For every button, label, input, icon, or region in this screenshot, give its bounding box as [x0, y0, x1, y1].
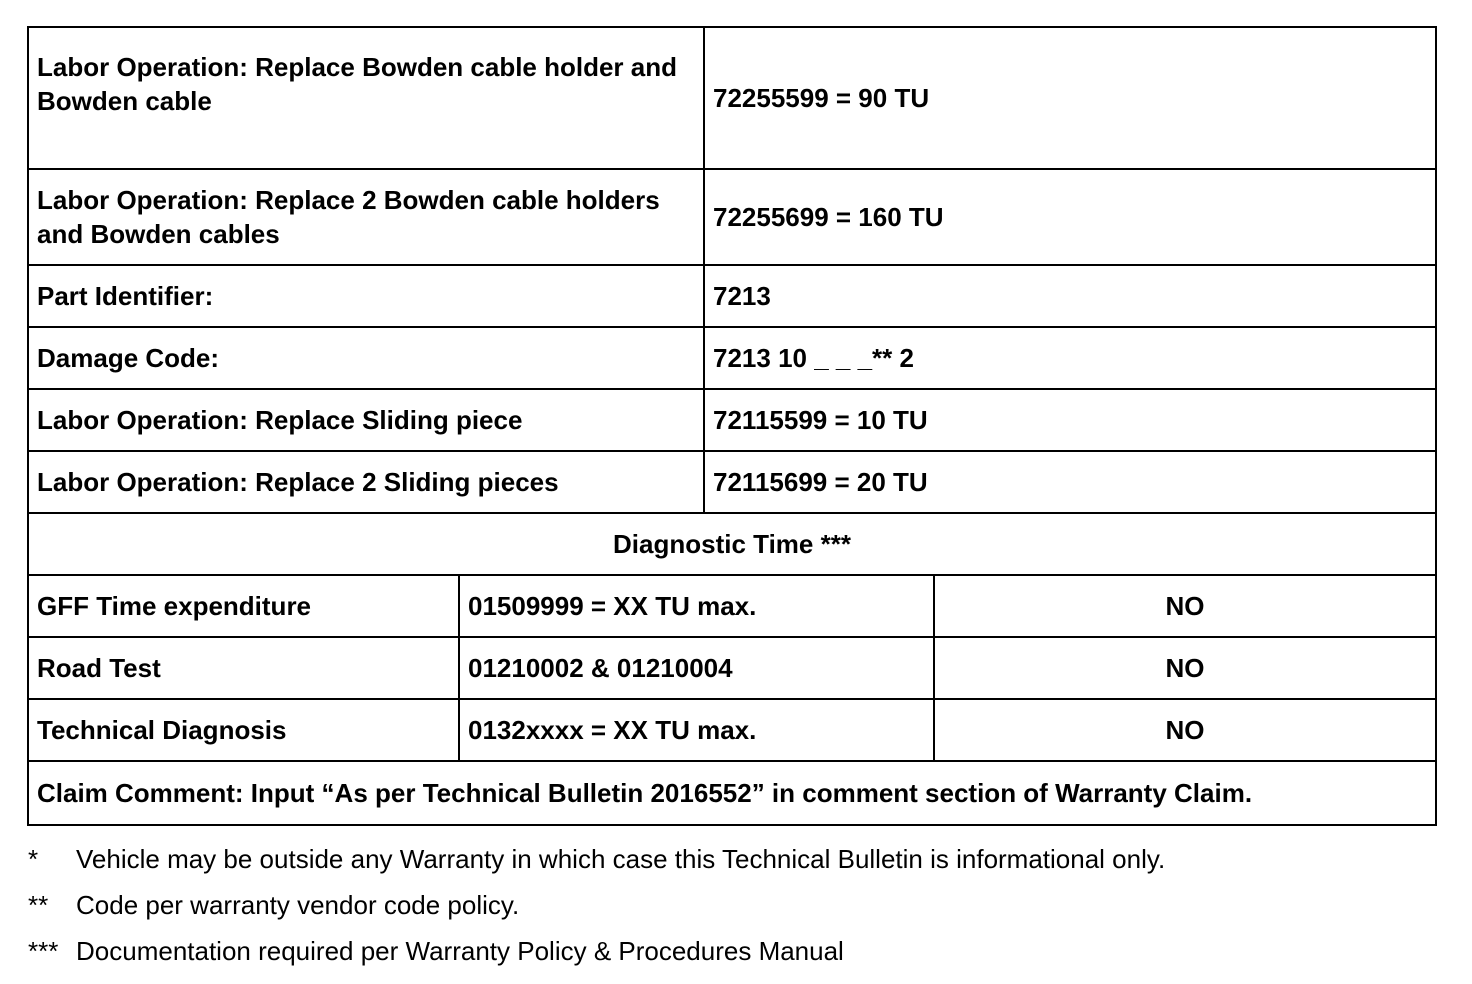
- diagnostic-item: Road Test: [29, 638, 460, 698]
- footnote-mark: **: [28, 890, 49, 920]
- diagnostic-row: [29, 638, 1435, 700]
- table-row: [29, 28, 1435, 170]
- diagnostic-code: 0132xxxx = XX TU max.: [460, 700, 935, 760]
- diagnostic-row: [29, 700, 1435, 762]
- footnote: [28, 928, 1428, 974]
- table-row: [29, 266, 1435, 328]
- row-value: 72255699 = 160 TU: [713, 202, 944, 232]
- footnote-text: Vehicle may be outside any Warranty in which case this Technical Bulletin is informational only.: [76, 844, 1166, 874]
- row-label: Labor Operation: Replace Sliding piece: [29, 390, 705, 450]
- diagnostic-header-row: [29, 514, 1435, 576]
- diagnostic-code: 01210002 & 01210004: [460, 638, 935, 698]
- footnote-mark: ***: [28, 936, 59, 966]
- footnote-text: Documentation required per Warranty Policy & Procedures Manual: [76, 936, 844, 966]
- footnote: [28, 882, 1428, 928]
- diagnostic-status: NO: [1165, 653, 1205, 683]
- claim-comment-row: [29, 762, 1435, 824]
- diagnostic-header: Diagnostic Time ***: [613, 529, 851, 559]
- diagnostic-item: GFF Time expenditure: [29, 576, 460, 636]
- diagnostic-code: 01509999 = XX TU max.: [460, 576, 935, 636]
- footnote-text: Code per warranty vendor code policy.: [76, 890, 520, 920]
- claim-comment: Claim Comment: Input “As per Technical Bulletin 2016552” in comment section of Warranty Claim.: [37, 778, 1253, 808]
- diagnostic-row: [29, 576, 1435, 638]
- row-label: Damage Code:: [29, 328, 705, 388]
- row-label: Labor Operation: Replace 2 Bowden cable holders and Bowden cables: [29, 170, 705, 264]
- row-value: 72115699 = 20 TU: [713, 467, 928, 497]
- table-row: [29, 390, 1435, 452]
- labor-table: [27, 26, 1437, 826]
- row-label: Labor Operation: Replace 2 Sliding pieces: [29, 452, 705, 512]
- footnote: [28, 836, 1428, 882]
- row-value: 72255599 = 90 TU: [713, 83, 930, 113]
- diagnostic-item: Technical Diagnosis: [29, 700, 460, 760]
- row-value: 72115599 = 10 TU: [713, 405, 928, 435]
- table-row: [29, 328, 1435, 390]
- row-label: Part Identifier:: [29, 266, 705, 326]
- footnotes: [28, 836, 1428, 974]
- row-value: 7213 10 _ _ _** 2: [713, 343, 914, 373]
- diagnostic-status: NO: [1165, 715, 1205, 745]
- row-label: Labor Operation: Replace Bowden cable holder and Bowden cable: [29, 28, 705, 168]
- footnote-mark: *: [28, 844, 39, 874]
- table-row: [29, 170, 1435, 266]
- row-value: 7213: [713, 281, 771, 311]
- table-row: [29, 452, 1435, 514]
- diagnostic-status: NO: [1165, 591, 1205, 621]
